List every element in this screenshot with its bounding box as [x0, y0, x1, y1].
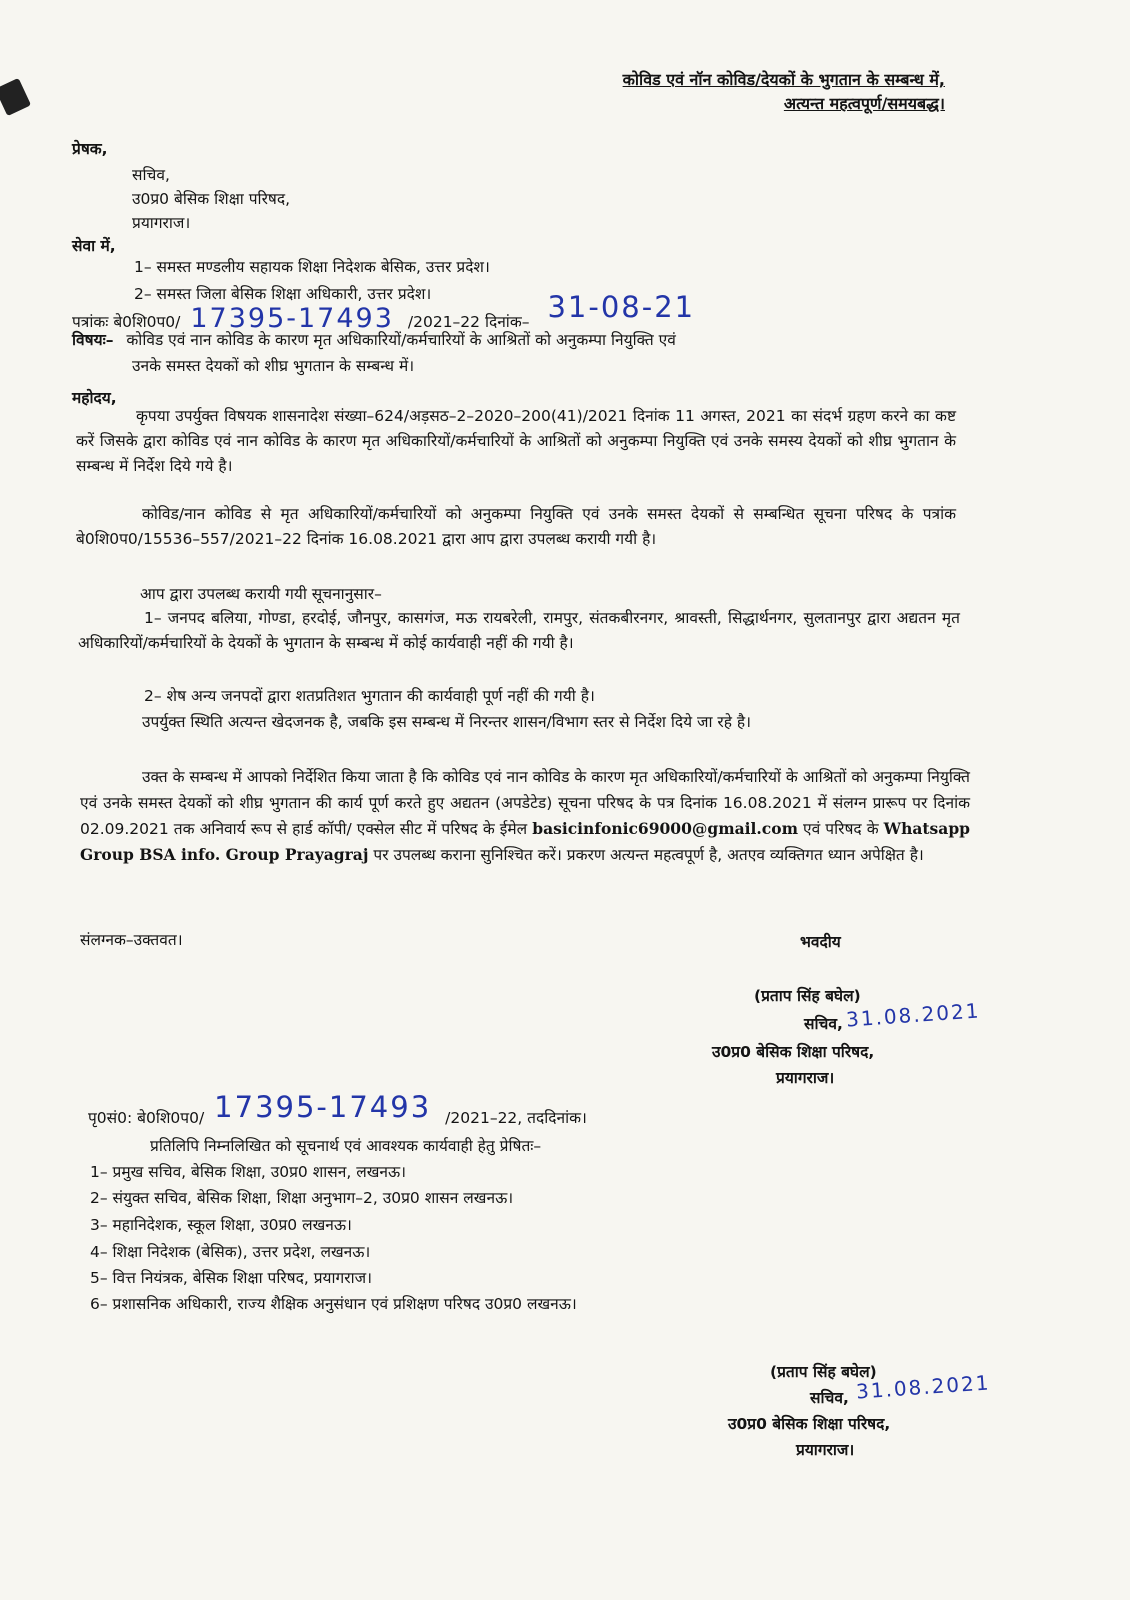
- reference-number-handwritten: 17395-17493: [190, 303, 394, 334]
- para5-text-after: पर उपलब्ध कराना सुनिश्चित करें। प्रकरण अत्यन्त महत्वपूर्ण है, अतएव व्यक्तिगत ध्यान अपेक्षित है।: [373, 846, 924, 864]
- signature2-office: उ0प्र0 बेसिक शिक्षा परिषद,: [728, 1415, 891, 1433]
- body-point-2: 2– शेष अन्य जनपदों द्वारा शतप्रतिशत भुगतान की कार्यवाही पूर्ण नहीं की गयी है।: [144, 687, 595, 705]
- recipient-item-2: 2– समस्त जिला बेसिक शिक्षा अधिकारी, उत्तर प्रदेश।: [134, 285, 432, 303]
- body-para-3-intro: आप द्वारा उपलब्ध करायी गयी सूचनानुसार–: [140, 585, 382, 603]
- council-email: basicinfonic69000@gmail.com: [532, 819, 798, 838]
- signature2-designation: सचिव,: [810, 1389, 849, 1407]
- para5-text-before: उक्त के सम्बन्ध में आपको निर्देशित किया जाता है कि कोविड एवं नान कोविड के कारण मृत अधिकारियों/कर्मचारियों के आश्रितों को अनुकम्पा नियुक्ति एवं उनके समस्त देयकों को शीघ्र भुगतान की कार्य पूर्ण करते हुए अद्यतन (अपडेटेड) सूचना परिषद के पत्र दिनांक 16.08.2021 में संलग्न प्रारूप पर दिनांक 02.09.2021 तक अनिवार्य रूप से हार्ड कॉपी/ एक्सेल सीट में परिषद के ईमेल: [80, 768, 970, 838]
- copy-item-2: 2– संयुक्त सचिव, बेसिक शिक्षा, शिक्षा अनुभाग–2, उ0प्र0 शासन लखनऊ।: [90, 1189, 514, 1207]
- copy-ref-suffix: /2021–22, तददिनांक।: [445, 1109, 587, 1127]
- copy-intro: प्रतिलिपि निम्नलिखित को सूचनार्थ एवं आवश्यक कार्यवाही हेतु प्रेषितः–: [150, 1137, 542, 1155]
- edge-mark: [0, 78, 31, 116]
- header-line-2: अत्यन्त महत्वपूर्ण/समयबद्ध।: [783, 94, 945, 113]
- signature2-date-handwritten: 31.08.2021: [855, 1370, 992, 1404]
- signature-designation: सचिव,: [804, 1015, 843, 1033]
- signature-closing: भवदीय: [800, 933, 841, 951]
- copy-ref-number-handwritten: 17395-17493: [214, 1090, 432, 1124]
- recipient-item-1: 1– समस्त मण्डलीय सहायक शिक्षा निदेशक बेसिक, उत्तर प्रदेश।: [134, 258, 490, 276]
- signature-name: (प्रताप सिंह बघेल): [754, 987, 861, 1005]
- signature2-name: (प्रताप सिंह बघेल): [770, 1363, 877, 1381]
- copy-ref-line: [88, 1090, 587, 1130]
- body-point-1: 1– जनपद बलिया, गोण्डा, हरदोई, जौनपुर, कासगंज, मऊ रायबरेली, रामपुर, संतकबीरनगर, श्रावस्ती, सिद्धार्थनगर, सुलतानपुर द्वारा अद्यतन मृत अधिकारियों/कर्मचारियों के देयकों के भुगतान के सम्बन्ध में कोई कार्यवाही नहीं की गयी है।: [78, 609, 960, 652]
- signature2-city: प्रयागराज।: [796, 1441, 855, 1459]
- sender-city: प्रयागराज।: [132, 214, 191, 232]
- subject-line-1: [72, 328, 676, 350]
- copy-item-1: 1– प्रमुख सचिव, बेसिक शिक्षा, उ0प्र0 शासन, लखनऊ।: [90, 1163, 407, 1181]
- enclosure: संलग्नक–उक्तवत।: [80, 931, 183, 949]
- copy-item-4: 4– शिक्षा निदेशक (बेसिक), उत्तर प्रदेश, लखनऊ।: [90, 1243, 371, 1261]
- sender-office: उ0प्र0 बेसिक शिक्षा परिषद,: [132, 190, 291, 208]
- reference-session: /2021–22 दिनांक–: [407, 313, 530, 331]
- copy-item-6: 6– प्रशासनिक अधिकारी, राज्य शैक्षिक अनुसंधान एवं प्रशिक्षण परिषद उ0प्र0 लखनऊ।: [90, 1295, 577, 1313]
- sender-designation: सचिव,: [132, 166, 170, 184]
- copy-ref-prefix: पृ0सं0: बे0शि0प0/: [88, 1109, 205, 1127]
- para5-text-mid: एवं परिषद के: [803, 820, 879, 838]
- subject-label: विषयः–: [72, 331, 114, 349]
- salutation: महोदय,: [72, 389, 117, 407]
- header-line-1: कोविड एवं नॉन कोविड/देयकों के भुगतान के सम्बन्ध में,: [622, 70, 945, 89]
- signature-office: उ0प्र0 बेसिक शिक्षा परिषद,: [712, 1043, 875, 1061]
- body-para-2: कोविड/नान कोविड से मृत अधिकारियों/कर्मचारियों को अनुकम्पा नियुक्ति एवं उनके समस्त देयकों से सम्बन्धित सूचना परिषद के पत्रांक बे0शि0प0/15536–557/2021–22 दिनांक 16.08.2021 द्वारा आप द्वारा उपलब्ध करायी गयी है।: [76, 505, 956, 548]
- subject-text-1: कोविड एवं नान कोविड के कारण मृत अधिकारियों/कर्मचारियों के आश्रितों को अनुकम्पा नियुक्ति एवं: [126, 331, 676, 349]
- sender-label: प्रेषक,: [72, 140, 108, 158]
- body-para-5: [80, 764, 970, 868]
- whatsapp-group-name: Whatsapp Group BSA info. Group Prayagraj: [80, 819, 970, 864]
- signature-city: प्रयागराज।: [776, 1069, 835, 1087]
- signature-date-handwritten: 31.08.2021: [845, 998, 982, 1032]
- copy-item-3: 3– महानिदेशक, स्कूल शिक्षा, उ0प्र0 लखनऊ।: [90, 1216, 352, 1234]
- body-para-1: कृपया उपर्युक्त विषयक शासनादेश संख्या–624/अड़सठ–2–2020–200(41)/2021 दिनांक 11 अगस्त, 2021 का संदर्भ ग्रहण करने का कष्ट करें जिसके द्वारा कोविड एवं नान कोविड के कारण मृत अधिकारियों/कर्मचारियों के आश्रितों को अनुकम्पा नियुक्ति एवं उनके समस्य देयकों को शीघ्र भुगतान के सम्बन्ध में निर्देश दिये गये है।: [76, 407, 956, 475]
- recipients-label: सेवा में,: [72, 237, 116, 255]
- subject-line-2: उनके समस्त देयकों को शीघ्र भुगतान के सम्बन्ध में।: [132, 357, 415, 375]
- reference-prefix: पत्रांकः बे0शि0प0/: [72, 313, 181, 331]
- copy-item-5: 5– वित्त नियंत्रक, बेसिक शिक्षा परिषद, प्रयागराज।: [90, 1269, 372, 1287]
- body-para-4: उपर्युक्त स्थिति अत्यन्त खेदजनक है, जबकि इस सम्बन्ध में निरन्तर शासन/विभाग स्तर से निर्देश दिये जा रहे है।: [142, 713, 752, 731]
- reference-date-handwritten: 31-08-21: [547, 290, 696, 324]
